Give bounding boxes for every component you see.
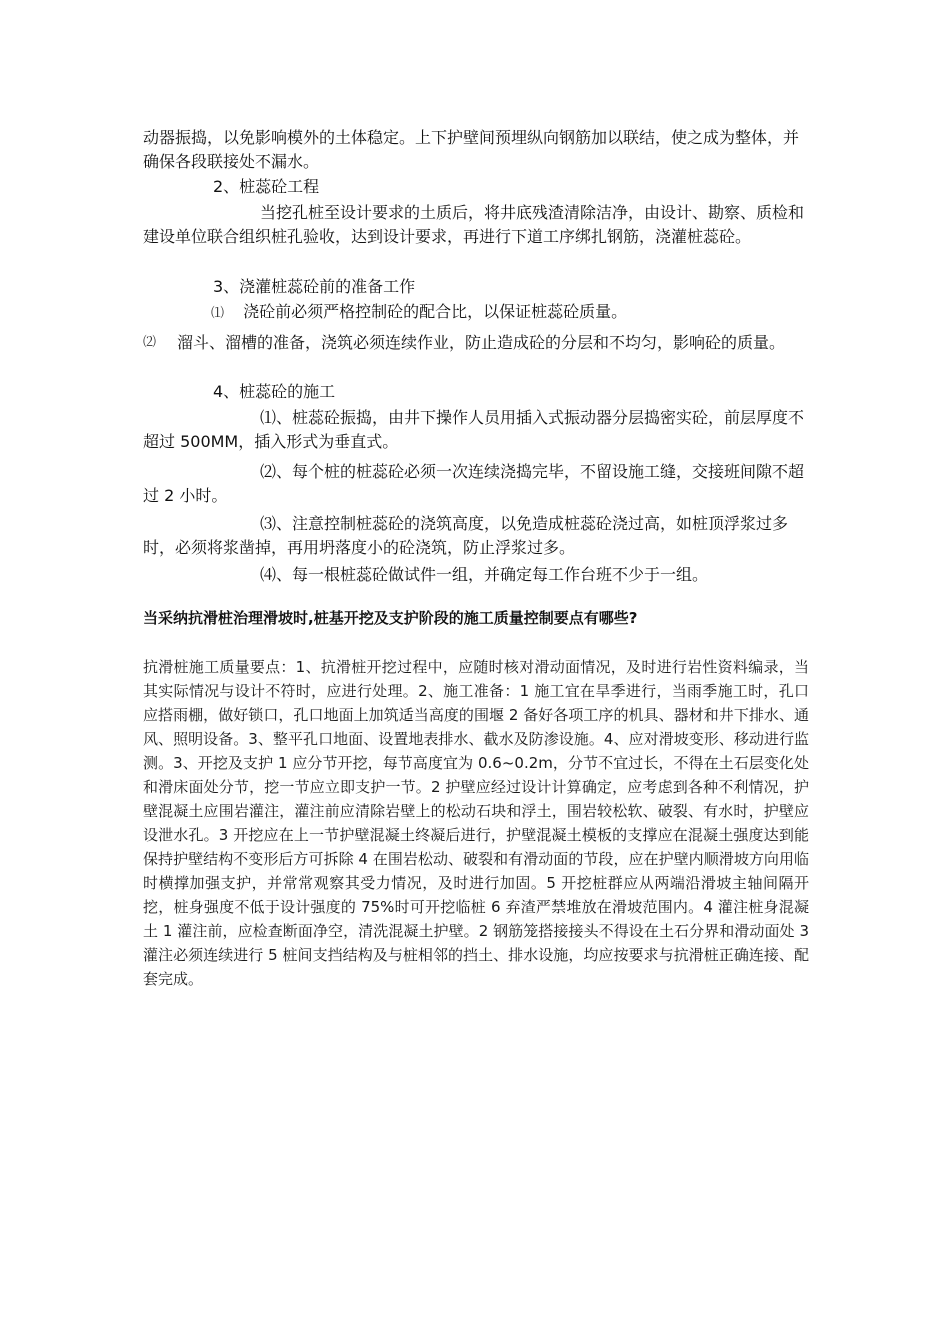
answer-paragraph: 抗滑桩施工质量要点：1、抗滑桩开挖过程中，应随时核对滑动面情况，及时进行岩性资料编录，当其实际情况与设计不符时，应进行处理。2、施工准备：1 施工宜在旱季进行，当雨季施工时，孔口应搭雨棚，做好锁口，孔口地面上加筑适当高度的围堰 2 备好各项工序的机具、器材和井下排水、通风、照明设备。3、整平孔口地面、设置地表排水、截水及防渗设施。4、应对滑坡变形、移动进行监测。3、开挖及支护 1 应分节开挖，每节高度宜为 0.6~0.2m，分节不宜过长，不得在土石层变化处和滑床面处分节，挖一节应立即支护一节。2 护壁应经过设计计算确定，应考虑到各种不利情况，护壁混凝土应围岩灌注，灌注前应清除岩壁上的松动石块和浮土，围岩较松软、破裂、有水时，护壁应设泄水孔。3 开挖应在上一节护壁混凝土终凝后进行，护壁混凝土模板的支撑应在混凝土强度达到能保持护壁结构不变形后方可拆除 4 在围岩松动、破裂和有滑动面的节段，应在护壁内顺滑坡方向用临时横撑加强支护，并常常观察其受力情况，及时进行加固。5 开挖桩群应从两端沿滑坡主轴间隔开挖，桩身强度不低于设计强度的 75%时可开挖临桩 6 弃渣严禁堆放在滑坡范围内。4 灌注桩身混凝土 1 灌注前，应检查断面净空，清洗混凝土护壁。2 钢筋笼搭接接头不得设在土石分界和滑动面处 3 灌注必须连续进行 5 桩间支挡结构及与桩相邻的挡土、排水设施，均应按要求与抗滑桩正确连接、配套完成。 [143,658,809,988]
section-3-item-2 [143,331,811,355]
item-marker: ⑵ [143,335,157,350]
section-4-item-1: ⑴、桩蕊砼振捣，由井下操作人员用插入式振动器分层捣密实砼，前层厚度不超过 500MM，插入形式为垂直式。 [143,408,805,451]
section-2-body: 当挖孔桩至设计要求的土质后，将井底残渣清除洁净，由设计、勘察、质检和建设单位联合组织桩孔验收，达到设计要求，再进行下道工序绑扎钢筋，浇灌桩蕊砼。 [143,203,805,246]
question-heading: 当采纳抗滑桩治理滑坡时,桩基开挖及支护阶段的施工质量控制要点有哪些? [143,609,638,627]
section-4-item-3: ⑶、注意控制桩蕊砼的浇筑高度，以免造成桩蕊砼浇过高，如桩顶浮浆过多时，必须将浆凿掉，再用坍落度小的砼浇筑，防止浮浆过多。 [143,514,789,557]
item-marker: ⑴ [211,306,225,321]
section-4-title: 4、桩蕊砼的施工 [213,382,336,401]
section-4-item-4: ⑷、每一根桩蕊砼做试件一组，并确定每工作台班不少于一组。 [260,565,709,584]
paragraph-continuation: 动器振捣，以免影响模外的土体稳定。上下护壁间预埋纵向钢筋加以联结，使之成为整体，并确保各段联接处不漏水。 [143,128,800,171]
item-text: 浇砼前必须严格控制砼的配合比，以保证桩蕊砼质量。 [243,302,628,321]
item-text: 溜斗、溜槽的准备，浇筑必须连续作业，防止造成砼的分层和不均匀，影响砼的质量。 [177,333,786,352]
section-4-item-2: ⑵、每个桩的桩蕊砼必须一次连续浇捣完毕，不留设施工缝，交接班间隙不超过 2 小时。 [143,462,805,505]
section-3-item-1 [211,300,627,326]
section-3-title: 3、浇灌桩蕊砼前的准备工作 [213,277,416,296]
section-2-title: 2、桩蕊砼工程 [213,177,320,196]
